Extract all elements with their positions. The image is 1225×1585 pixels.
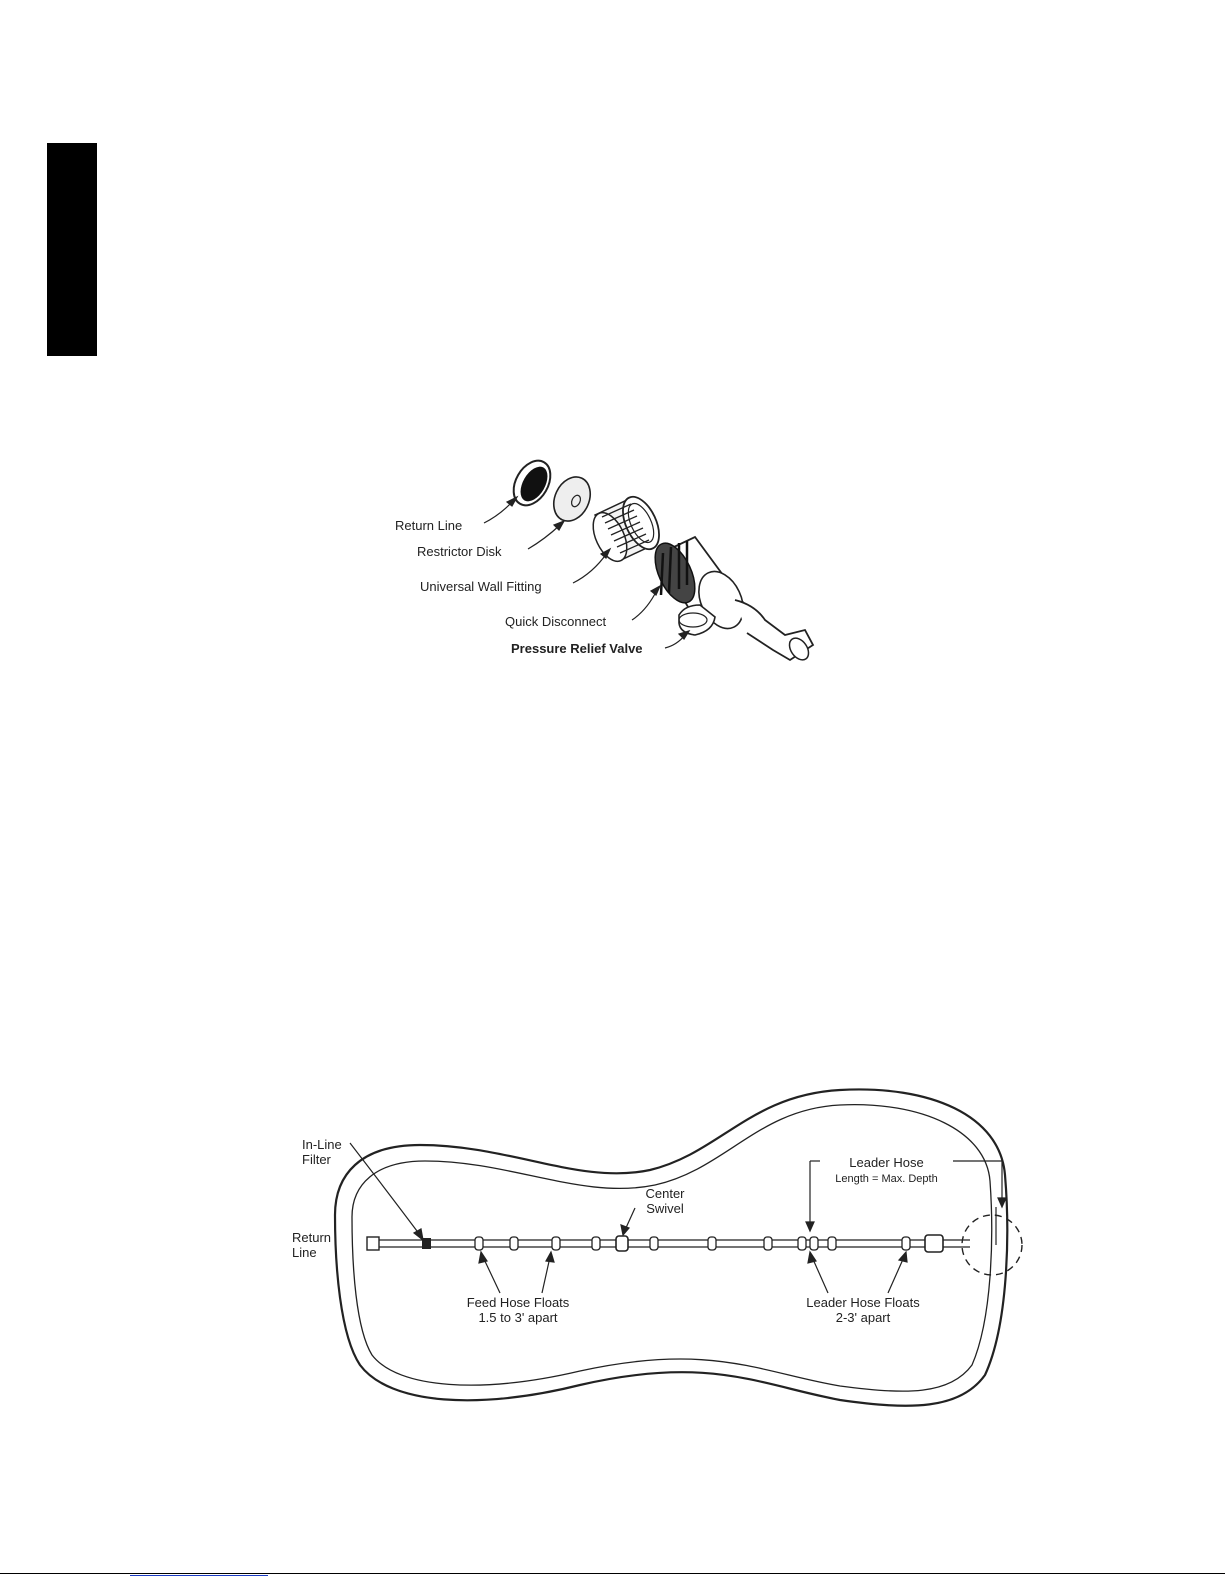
label-in-line-filter: In-Line Filter (302, 1137, 342, 1167)
universal-wall-fitting-part (586, 491, 666, 566)
footer-link-underline[interactable] (130, 1575, 268, 1576)
pool-layout-illustration (280, 1085, 1040, 1415)
label-leader-hose: Leader Hose (849, 1155, 924, 1170)
label-leader-hose-length: Length = Max. Depth (835, 1173, 938, 1185)
hose-line (367, 1237, 930, 1250)
label-feed-hose-floats-spacing: 1.5 to 3' apart (478, 1310, 558, 1325)
wall-fitting-illustration (395, 455, 815, 665)
wall-fitting-figure (395, 455, 815, 665)
footer-rule (0, 1573, 1225, 1574)
label-center-swivel: Center Swivel (645, 1186, 685, 1216)
label-pressure-relief-valve: Pressure Relief Valve (511, 641, 643, 656)
label-pool-return-line: Return Line (292, 1230, 332, 1260)
cleaner-head (925, 1207, 996, 1252)
label-feed-hose-floats: Feed Hose Floats (466, 1295, 570, 1310)
label-return-line: Return Line (395, 518, 463, 533)
label-quick-disconnect: Quick Disconnect (505, 614, 607, 629)
center-swivel-part (616, 1236, 628, 1251)
quick-disconnect-part (647, 537, 813, 663)
label-leader-hose-floats-spacing: 2-3' apart (835, 1310, 891, 1325)
label-leader-hose-floats: Leader Hose Floats (806, 1295, 920, 1310)
label-restrictor-disk: Restrictor Disk (417, 544, 502, 559)
pool-layout-figure (280, 1085, 1040, 1415)
leader-hose-floats (798, 1237, 910, 1250)
section-tab (47, 143, 97, 356)
restrictor-disk-part (547, 471, 597, 527)
label-universal-wall-fitting: Universal Wall Fitting (420, 579, 542, 594)
